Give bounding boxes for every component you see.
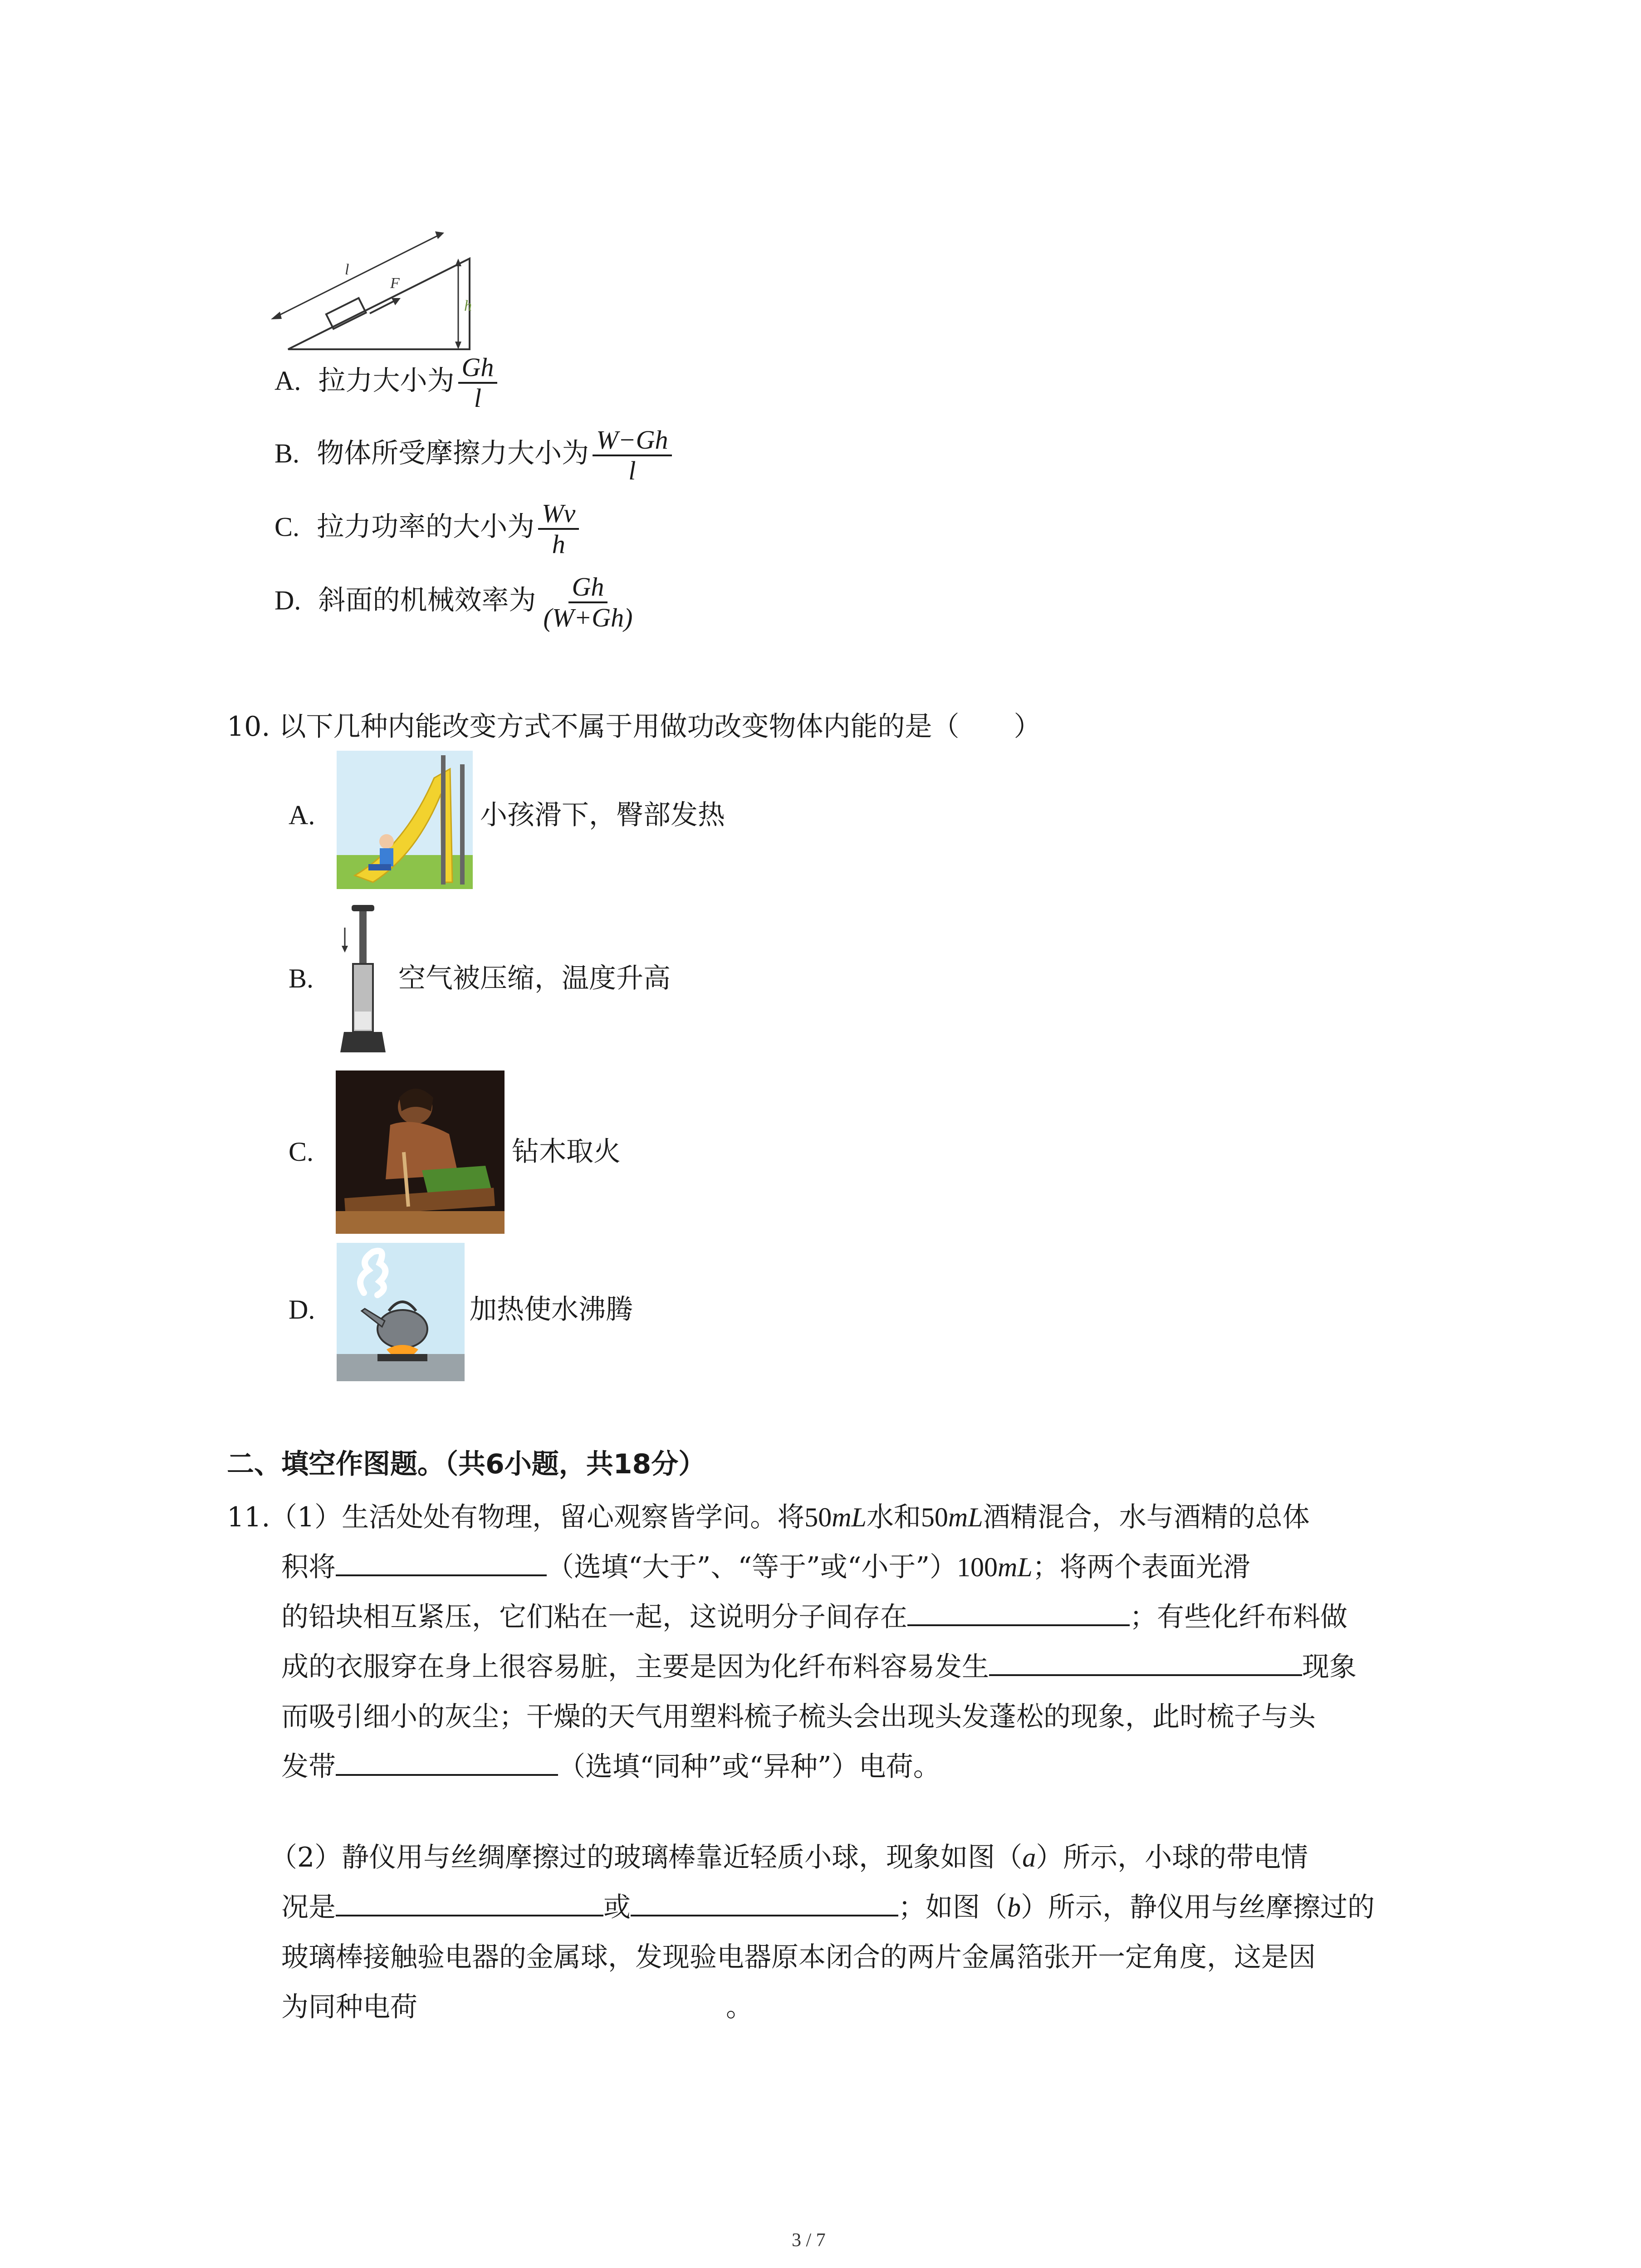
label-h: h (464, 298, 472, 314)
q11-number: 11. (227, 1501, 270, 1533)
answer-blank-6[interactable] (631, 1887, 898, 1916)
q10-option-d: D. (289, 1295, 315, 1325)
q10-option-a-text: 小孩滑下，臀部发热 (480, 799, 725, 831)
q11-p1-line2: 积将 （选填“大于”、“等于”或“小于”）100mL；将两个表面光滑 (281, 1542, 1250, 1592)
q9-option-b: B. 物体所受摩擦力大小为 $\frac{W-Gh}{l}$ (274, 425, 672, 485)
air-compression-picture (336, 896, 390, 1061)
answer-blank-2[interactable] (907, 1597, 1130, 1626)
q10-option-c: C. (289, 1137, 314, 1167)
page-number: 3 / 7 (792, 2230, 826, 2251)
answer-blank-3[interactable] (989, 1647, 1302, 1676)
answer-blank-5[interactable] (336, 1887, 603, 1916)
q11-p1-line5: 而吸引细小的灰尘；干燥的天气用塑料梳子梳头会出现头发蓬松的现象，此时梳子与头 (281, 1701, 1316, 1733)
q11-p1-line4: 成的衣服穿在身上很容易脏，主要是因为化纤布料容易发生 现象 (281, 1642, 1357, 1692)
q11-p2-line3: 玻璃棒接触验电器的金属球，发现验电器原本闭合的两片金属箔张开一定角度，这是因 (281, 1941, 1316, 1973)
fraction: $\frac{Gh}{(W+Gh)}$ (543, 572, 633, 632)
slide-child-picture (337, 751, 473, 889)
section-title: 二、填空作图题。（共6小题，共18分） (227, 1448, 706, 1480)
answer-space-7[interactable] (417, 1987, 726, 2016)
fraction: $\frac{Wv}{h}$ (538, 499, 579, 559)
incline-figure (265, 220, 483, 356)
q10-stem: 10. 以下几种内能改变方式不属于用做功改变物体内能的是（ ） (227, 711, 1041, 743)
q11-p1-line1: （1）生活处处有物理，留心观察皆学问。将50mL水和50mL酒精混合，水与酒精的总体 (270, 1501, 1310, 1533)
q11-p2-line4: 为同种电荷 。 (281, 1982, 753, 2032)
answer-blank-4[interactable] (336, 1747, 558, 1776)
answer-blank-1[interactable] (336, 1547, 547, 1576)
q10-option-a: A. (289, 800, 315, 830)
fraction: $\frac{Gh}{l}$ (458, 353, 498, 413)
q10-option-b-text: 空气被压缩，温度升高 (398, 963, 671, 994)
q11-p1-line6: 发带 （选填“同种”或“异种”）电荷。 (281, 1742, 941, 1792)
drill-wood-fire-picture (336, 1070, 505, 1234)
q10-option-c-text: 钻木取火 (512, 1136, 621, 1168)
q10-option-d-text: 加热使水沸腾 (470, 1294, 633, 1325)
q9-option-c: C. 拉力功率的大小为 $\frac{Wv}{h}$ (274, 499, 579, 559)
q9-option-d: D. 斜面的机械效率为 $\frac{Gh}{(W+Gh)}$ (274, 572, 636, 632)
q11-p1-line3: 的铅块相互紧压，它们粘在一起，这说明分子间存在 ；有些化纤布料做 (281, 1592, 1347, 1642)
q11-p2-line1: （2）静仪用与丝绸摩擦过的玻璃棒靠近轻质小球，现象如图（a）所示，小球的带电情 (270, 1842, 1308, 1873)
q11-p2-line2: 况是 或 ；如图（b）所示，静仪用与丝摩擦过的 (281, 1882, 1375, 1932)
fraction: $\frac{W-Gh}{l}$ (593, 425, 671, 485)
label-F: F (390, 275, 400, 292)
boiling-kettle-picture (337, 1243, 465, 1381)
q10-option-b: B. (289, 963, 314, 993)
label-l: l (345, 261, 349, 278)
q9-option-a: A. 拉力大小为 $\frac{Gh}{l}$ (274, 353, 497, 413)
